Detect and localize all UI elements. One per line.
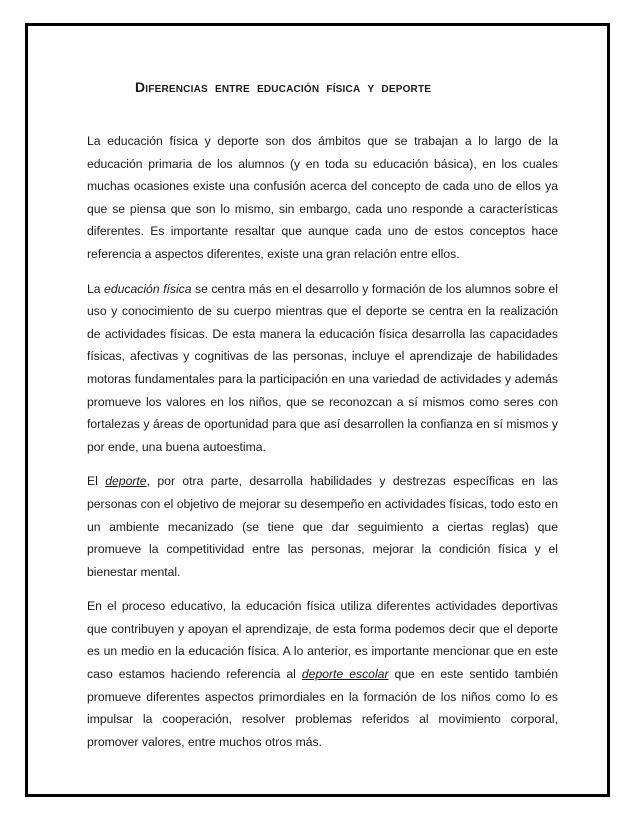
paragraph-text-start: En el proceso educativo, la educación física utiliza diferentes actividades deportivas que contribuyen y apoyan el aprendizaje, de esta forma podemos decir que el deporte es un medio en la educación física. A lo anterior, es importante mencionar que en este caso estamos haciendo referencia al [87, 599, 558, 682]
emphasis-deporte-escolar: deporte escolar [301, 667, 389, 682]
paragraph-text-rest: que en este sentido también promueve diferentes aspectos primordiales en la formación de los niños como lo es impulsar la cooperación, resolver problemas referidos al movimiento corporal, promover valores, entre muchos otros más. [87, 667, 559, 749]
document-body [87, 78, 558, 765]
paragraph-text-rest: , por otra parte, desarrolla habilidades y destrezas específicas en las personas con el objetivo de mejorar su desempeño en actividades físicas, todo esto en un ambiente mecanizado (se tiene que dar seguimiento a ciertas reglas) que promueve la competitividad entre las personas, mejorar la condición física y el bienestar mental. [87, 474, 558, 579]
paragraph-intro-text: La educación física y deporte son dos ámbitos que se trabajan a lo largo de la educación primaria de los alumnos (y en toda su educación básica), en los cuales muchas ocasiones existe una confusión acerca del concepto de cada uno de ellos ya que se piensa que son lo mismo, sin embargo, cada uno responde a características diferentes. Es importante resaltar que aunque cada uno de estos conceptos hace referencia a aspectos diferentes, existe una gran relación entre ellos. [87, 134, 558, 261]
paragraph-deporte [87, 470, 558, 583]
paragraph-intro [87, 130, 558, 266]
paragraph-educacion-fisica [87, 278, 558, 459]
emphasis-deporte: deporte [105, 474, 147, 489]
paragraph-text-rest: se centra más en el desarrollo y formación de los alumnos sobre el uso y conocimiento de su cuerpo mientras que el deporte se centra en la realización de actividades físicas. De esta manera la educación física desarrolla las capacidades físicas, afectivas y cognitivas de las personas, incluye el aprendizaje de habilidades motoras fundamentales para la participación en una variedad de actividades y además promueve los valores en los niños, que se reconozcan a sí mismos como seres con fortalezas y áreas de oportunidad para que así desarrollen la confianza en sí mismos y por ende, una buena autoestima. [87, 281, 558, 454]
emphasis-educacion-fisica: educación física [104, 281, 192, 296]
document-title: Diferencias entre educación física y deporte [135, 79, 432, 95]
paragraph-text-start: La [87, 281, 105, 296]
paragraph-proceso-educativo [87, 595, 558, 753]
paragraph-text-start: El [87, 474, 106, 489]
